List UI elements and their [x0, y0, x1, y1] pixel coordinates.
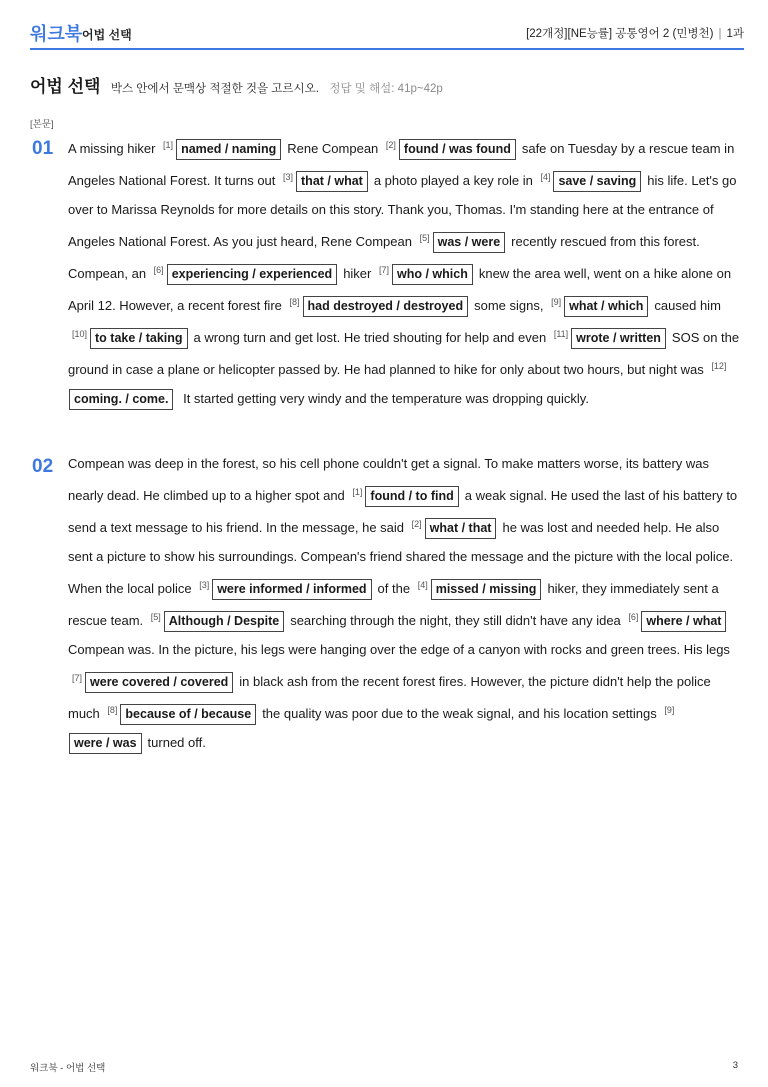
choice-box[interactable]: missed / missing — [431, 579, 542, 600]
choice-box[interactable]: were covered / covered — [85, 672, 233, 693]
passage-text: hiker, they immediately sent a rescue team. — [68, 581, 719, 628]
blank-number: [10] — [72, 329, 88, 339]
blank-number: [7] — [378, 265, 389, 275]
blank-number: [2] — [385, 140, 396, 150]
passage-tag: [본문] — [30, 119, 54, 130]
blank-number: [3] — [199, 580, 210, 590]
choice-box[interactable]: what / that — [425, 518, 497, 539]
question-number: 02 — [32, 456, 54, 477]
choice-box[interactable]: who / which — [392, 264, 473, 285]
page-header — [30, 18, 744, 50]
book-info — [526, 25, 744, 41]
passage-text: he was lost and needed help. He also sent a picture to show his surroundings. Compean's friend shared the message and the picture with the local police. When the local police — [68, 520, 734, 596]
instruction-text: 박스 안에서 문맥상 적절한 것을 고르시오. — [110, 83, 319, 95]
blank-number: [1] — [163, 140, 174, 150]
blank-number: [9] — [664, 705, 675, 715]
passage-text: the quality was poor due to the weak signal, and his location settings — [262, 706, 661, 721]
choice-box[interactable]: experiencing / experienced — [167, 264, 338, 285]
header-subtitle: 어법 선택 — [82, 28, 132, 42]
section-title: 어법 선택 — [30, 77, 101, 96]
choice-box[interactable]: had destroyed / destroyed — [303, 296, 469, 317]
passage-text: his life. Let's go over to Marissa Reynolds for more details on this story. Thank you, Thomas. I'm standing here at the entrance of Angeles National Forest. As you just heard, Rene Compean — [68, 173, 737, 249]
passage-text: Compean was deep in the forest, so his cell phone couldn't get a signal. To make matters worse, its battery was nearly dead. He climbed up to a higher spot and — [68, 456, 710, 503]
passage-text: recently rescued from this forest. Compean, an — [68, 234, 700, 281]
passage-text: some signs, — [474, 298, 548, 313]
choice-box[interactable]: because of / because — [120, 704, 256, 725]
passage-text: Compean was. In the picture, his legs were hanging over the edge of a canyon with rocks and green trees. His legs — [68, 642, 730, 657]
blank-number: [6] — [628, 612, 639, 622]
passage-02 — [68, 449, 740, 757]
passage-text: of the — [377, 581, 414, 596]
question-number: 01 — [32, 138, 54, 159]
answer-reference: 정답 및 해설: 41p~42p — [329, 83, 443, 95]
blank-number: [3] — [283, 172, 294, 182]
choice-box[interactable]: named / naming — [176, 139, 281, 160]
choice-box[interactable]: found / to find — [365, 486, 458, 507]
section-title-row — [30, 72, 443, 97]
blank-number: [8] — [107, 705, 118, 715]
passage-text: safe on Tuesday by a rescue team in Angeles National Forest. It turns out — [68, 141, 735, 188]
passage-text: SOS on the ground in case a plane or helicopter passed by. He had planned to hike for only about two hours, but night was — [68, 330, 740, 377]
blank-number: [12] — [711, 361, 727, 371]
blank-number: [4] — [540, 172, 551, 182]
choice-box[interactable]: coming. / come. — [69, 389, 173, 410]
passage-text: a photo played a key role in — [373, 173, 537, 188]
lesson-label: 1과 — [726, 28, 744, 40]
choice-box[interactable]: was / were — [433, 232, 506, 253]
choice-box[interactable]: Although / Despite — [164, 611, 284, 632]
book-title: [22개정][NE능률] 공통영어 2 (민병천) — [526, 28, 714, 40]
choice-box[interactable]: were informed / informed — [212, 579, 371, 600]
blank-number: [2] — [411, 519, 422, 529]
brand-logo: 워크북 — [30, 24, 83, 44]
blank-number: [8] — [289, 297, 300, 307]
choice-box[interactable]: save / saving — [553, 171, 641, 192]
blank-number: [5] — [150, 612, 161, 622]
passage-text: turned off. — [147, 735, 206, 750]
choice-box[interactable]: what / which — [564, 296, 648, 317]
choice-box[interactable]: where / what — [641, 611, 726, 632]
passage-text: searching through the night, they still didn't have any idea — [290, 613, 625, 628]
passage-text: a wrong turn and get lost. He tried shouting for help and even — [193, 330, 550, 345]
passage-text: hiker — [343, 266, 375, 281]
passage-text: a weak signal. He used the last of his battery to send a text message to his friend. In the message, he said — [68, 488, 738, 535]
blank-number: [4] — [417, 580, 428, 590]
passage-01 — [68, 131, 740, 413]
separator: | — [718, 28, 722, 40]
choice-box[interactable]: found / was found — [399, 139, 516, 160]
passage-text: in black ash from the recent forest fires. However, the picture didn't help the police much — [68, 674, 711, 721]
blank-number: [5] — [419, 233, 430, 243]
passage-text: A missing hiker — [68, 141, 160, 156]
blank-number: [1] — [352, 487, 363, 497]
blank-number: [9] — [551, 297, 562, 307]
passage-text: It started getting very windy and the temperature was dropping quickly. — [179, 391, 589, 406]
blank-number: [11] — [553, 329, 569, 339]
choice-box[interactable]: were / was — [69, 733, 142, 754]
blank-number: [7] — [72, 673, 83, 683]
choice-box[interactable]: wrote / written — [571, 328, 666, 349]
passage-text: caused him — [654, 298, 721, 313]
choice-box[interactable]: that / what — [296, 171, 368, 192]
page-number: 3 — [732, 1060, 738, 1071]
passage-text: Rene Compean — [287, 141, 382, 156]
choice-box[interactable]: to take / taking — [90, 328, 188, 349]
passage-text: knew the area well, went on a hike alone on April 12. However, a recent forest fire — [68, 266, 732, 313]
footer-title: 워크북 - 어법 선택 — [30, 1063, 106, 1074]
blank-number: [6] — [153, 265, 164, 275]
